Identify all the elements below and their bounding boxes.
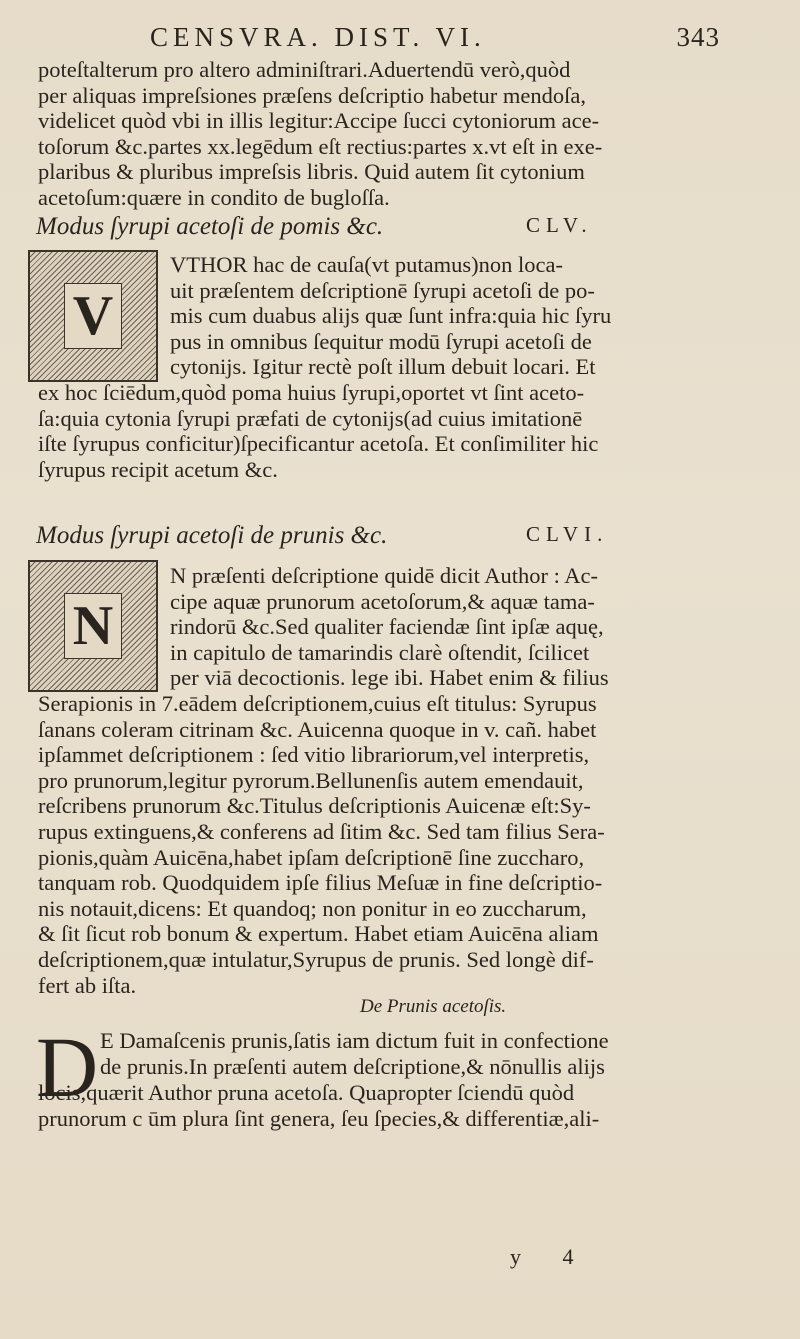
decorated-initial-v (28, 250, 158, 382)
section-number: CLV. (526, 213, 593, 237)
text-line: & ſit ſicut rob bonum & expertum. Habet etiam Auicēna aliam (38, 921, 599, 947)
text-line: rindorū &c.Sed qualiter faciendæ ſint ipſæ aquę, (170, 614, 604, 640)
running-head (150, 22, 720, 53)
paragraph-intro (38, 57, 728, 211)
section-number: CLVI. (526, 522, 609, 546)
section-heading-title: Modus ſyrupi acetoſi de prunis &c. (36, 522, 388, 549)
text-line: pro prunorum,legitur pyrorum.Bellunenſis autem emendauit, (38, 767, 584, 793)
text-line: N præſenti deſcriptione quidē dicit Author : Ac- (170, 563, 599, 588)
signature-mark: y 4 (510, 1244, 592, 1269)
text-line: ſa:quia cytonia ſyrupi præfati de cytonijs(ad cuius imitationē (38, 405, 583, 431)
paragraph-prunis-indented (100, 1028, 740, 1079)
paragraph-clv (38, 380, 728, 482)
text-line: reſcribens prunorum &c.Titulus deſcriptionis Auicenæ eſt:Sy- (38, 793, 591, 819)
text-line: nis notauit,dicens: Et quandoq; non ponitur in eo zuccharum, (38, 895, 587, 921)
text-line: per viā decoctionis. lege ibi. Habet enim & filius (170, 665, 609, 691)
text-line: plaribus & pluribus impreſsis libris. Quid autem ſit cytonium (38, 159, 585, 185)
paragraph-clvi-indented (170, 563, 730, 691)
text-line: per aliquas impreſsiones præſens deſcriptio habetur mendoſa, (38, 82, 586, 108)
subheading: De Prunis acetoſis. (360, 996, 507, 1017)
text-line: ſanans coleram citrinam &c. Auicenna quoque in v. cañ. habet (38, 716, 597, 742)
text-line: mis cum duabus alijs quæ ſunt infra:quia hic ſyru (170, 303, 612, 329)
text-line: fert ab iſta. (38, 972, 137, 998)
text-line: acetoſum:quære in condito de bugloſſa. (38, 184, 390, 210)
text-line: in capitulo de tamarindis clarè oſtendit, ſcilicet (170, 639, 590, 665)
section-heading-clv (36, 213, 736, 241)
text-line: pionis,quàm Auicēna,habet ipſam deſcriptionē ſine zuccharo, (38, 844, 585, 870)
section-heading-title: Modus ſyrupi acetoſi de pomis &c. (36, 213, 384, 240)
text-line: pus in omnibus ſequitur modū ſyrupi acetoſi de (170, 328, 592, 354)
text-line: Serapionis in 7.eādem deſcriptionem,cuius eſt titulus: Syrupus (38, 691, 597, 716)
paragraph-clvi (38, 691, 728, 998)
text-line: uit præſentem deſcriptionē ſyrupi acetoſi de po- (170, 277, 595, 303)
paragraph-clv-indented (170, 252, 730, 380)
section-heading-clvi (36, 522, 736, 550)
text-line: cytonijs. Igitur rectè poſt illum debuit locari. Et (170, 354, 596, 380)
text-line: prunorum c ūm plura ſint genera, ſeu ſpecies,& differentiæ,ali- (38, 1105, 600, 1131)
text-line: rupus extinguens,& conferens ad ſitim &c. Sed tam filius Sera- (38, 818, 605, 844)
text-line: cipe aquæ prunorum acetoſorum,& aquæ tama- (170, 588, 595, 614)
text-line: toſorum &c.partes xx.legēdum eſt rectius:partes x.vt eſt in exe- (38, 133, 603, 159)
page-number: 343 (676, 22, 720, 52)
text-line: VTHOR hac de cauſa(vt putamus)non loca- (170, 252, 563, 277)
text-line: ex hoc ſciēdum,quòd poma huius ſyrupi,oportet vt ſint aceto- (38, 380, 585, 405)
text-line: poteſtalterum pro altero adminiſtrari.Aduertendū verò,quòd (38, 57, 571, 82)
text-line: deſcriptionem,quæ intulatur,Syrupus de prunis. Sed longè dif- (38, 946, 594, 972)
decorated-initial-n (28, 560, 158, 692)
drop-cap-d: D (36, 1019, 99, 1115)
text-line: E Damaſcenis prunis,ſatis iam dictum fuit in confectione (100, 1028, 609, 1053)
text-line: ipſammet deſcriptionem : ſed vitio librariorum,vel interpretis, (38, 742, 590, 768)
text-line: de prunis.In præſenti autem deſcriptione,& nōnullis alijs (100, 1053, 605, 1079)
initial-letter: N (64, 593, 122, 659)
text-line: locis,quærit Author pruna acetoſa. Quapropter ſciendū quòd (38, 1080, 575, 1105)
text-line: iſte ſyrupus conficitur)ſpecificantur acetoſa. Et conſimiliter hic (38, 431, 599, 457)
paragraph-prunis (38, 1080, 728, 1131)
text-line: videlicet quòd vbi in illis legitur:Accipe ſucci cytoniorum ace- (38, 108, 600, 134)
text-line: tanquam rob. Quodquidem ipſe filius Meſuæ in fine deſcriptio- (38, 870, 603, 896)
text-line: ſyrupus recipit acetum &c. (38, 456, 278, 482)
running-head-title: CENSVRA. DIST. VI. (150, 22, 486, 52)
initial-letter: V (64, 283, 122, 349)
